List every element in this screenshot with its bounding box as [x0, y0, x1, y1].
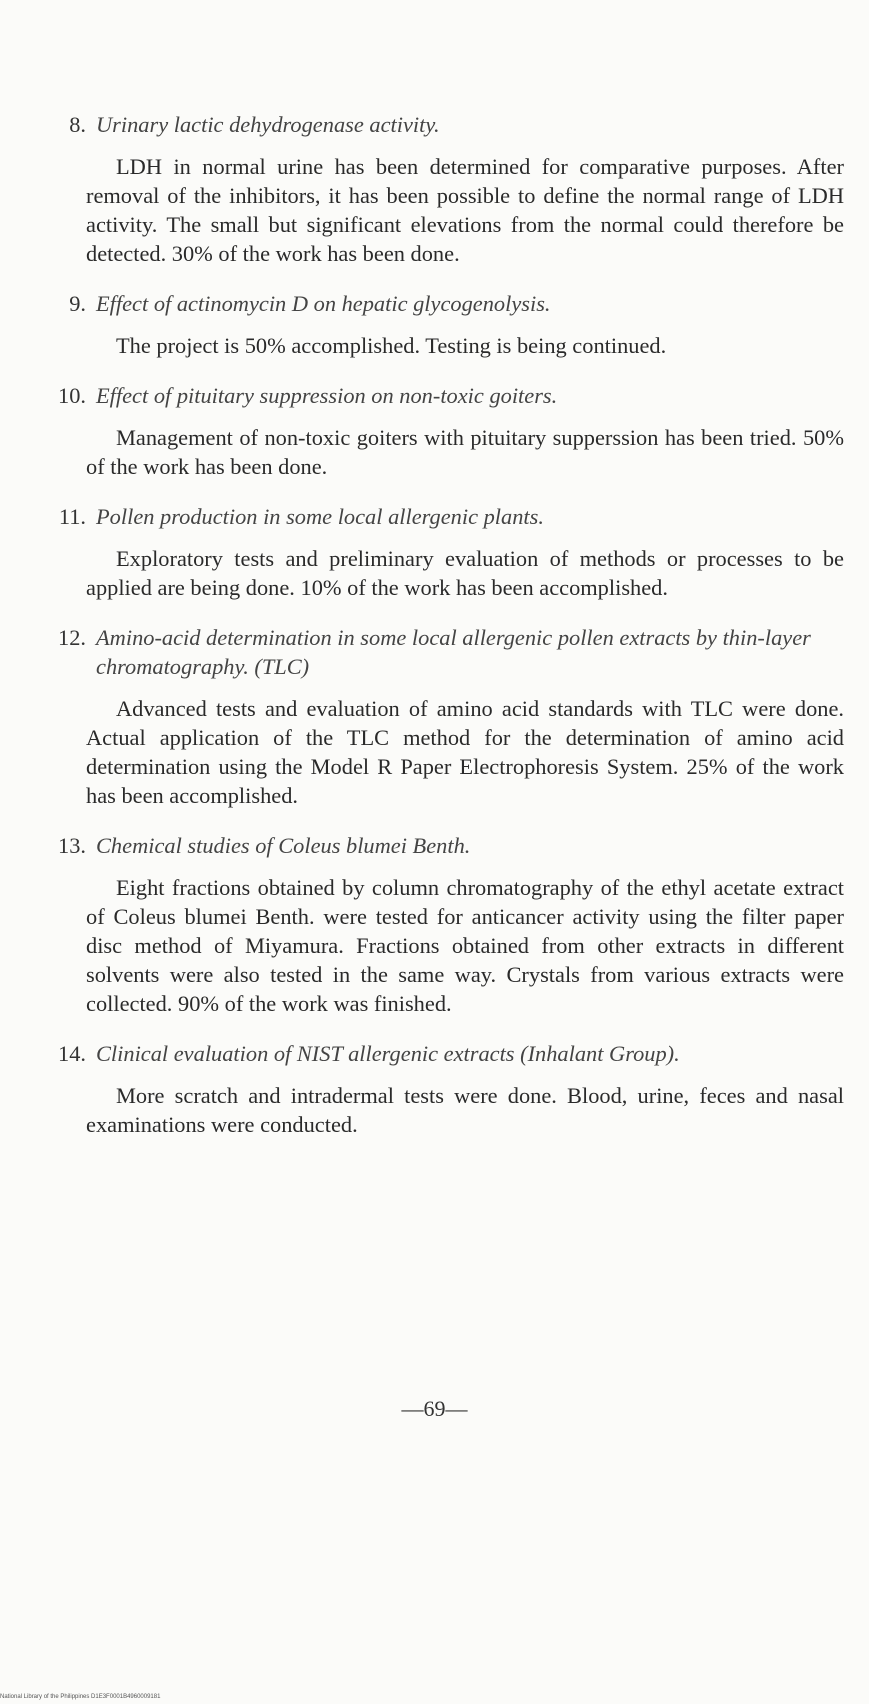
entry-heading — [69, 289, 844, 318]
entry-number: 14. — [58, 1041, 86, 1066]
entry-heading — [58, 831, 844, 860]
entry-number: 13. — [58, 833, 86, 858]
report-entries — [58, 110, 844, 1160]
entry-body: The project is 50% accomplished. Testing is being continued. — [116, 333, 667, 358]
entry-title: Effect of actinomycin D on hepatic glycogenolysis. — [96, 291, 551, 316]
entry-body: Management of non-toxic goiters with pituitary supperssion has been tried. 50% of the work has been done. — [86, 425, 844, 479]
entry-title: Chemical studies of Coleus blumei Benth. — [96, 833, 471, 858]
entry-body: LDH in normal urine has been determined for comparative purposes. After removal of the inhibitors, it has been possible to define the normal range of LDH activity. The small but significant elevations from the normal could therefore be detected. 30% of the work has been done. — [86, 154, 844, 266]
entry-8 — [69, 110, 844, 268]
scan-credit: National Library of the Philippines D1E3F0001B4960009181 — [0, 1694, 161, 1700]
entry-heading — [58, 1039, 844, 1068]
entry-13 — [58, 831, 844, 1018]
entry-title: Urinary lactic dehydrogenase activity. — [96, 112, 440, 137]
entry-body: Exploratory tests and preliminary evaluation of methods or processes to be applied are being done. 10% of the work has been accomplished. — [86, 546, 844, 600]
entry-number: 8. — [69, 112, 86, 137]
entry-14 — [58, 1039, 844, 1139]
entry-number: 9. — [69, 291, 86, 316]
page-number: —69— — [401, 1396, 468, 1421]
entry-title: Amino-acid determination in some local allergenic pollen extracts by thin-layer chromatography. (TLC) — [96, 625, 811, 679]
entry-heading — [69, 110, 844, 139]
entry-number: 12. — [58, 625, 86, 650]
entry-heading — [58, 502, 844, 531]
entry-title: Pollen production in some local allergenic plants. — [96, 504, 544, 529]
entry-10 — [58, 381, 844, 481]
entry-12 — [58, 623, 844, 810]
entry-body: More scratch and intradermal tests were done. Blood, urine, feces and nasal examinations were conducted. — [86, 1083, 844, 1137]
entry-number: 11. — [58, 504, 86, 529]
entry-11 — [58, 502, 844, 602]
entry-heading — [58, 623, 844, 681]
entry-body: Advanced tests and evaluation of amino acid standards with TLC were done. Actual application of the TLC method for the determination of amino acid determination using the Model R Paper Electrophoresis System. 25% of the work has been accomplished. — [86, 696, 844, 808]
entry-heading — [58, 381, 844, 410]
entry-number: 10. — [58, 383, 86, 408]
entry-body: Eight fractions obtained by column chromatography of the ethyl acetate extract of Coleus blumei Benth. were tested for anticancer activity using the filter paper disc method of Miyamura. Fractions obtained from other extracts in different solvents were also tested in the same way. Crystals from various extracts were collected. 90% of the work was finished. — [86, 875, 844, 1016]
entry-title: Effect of pituitary suppression on non-toxic goiters. — [96, 383, 558, 408]
entry-9 — [69, 289, 844, 360]
entry-title: Clinical evaluation of NIST allergenic extracts (Inhalant Group). — [96, 1041, 680, 1066]
